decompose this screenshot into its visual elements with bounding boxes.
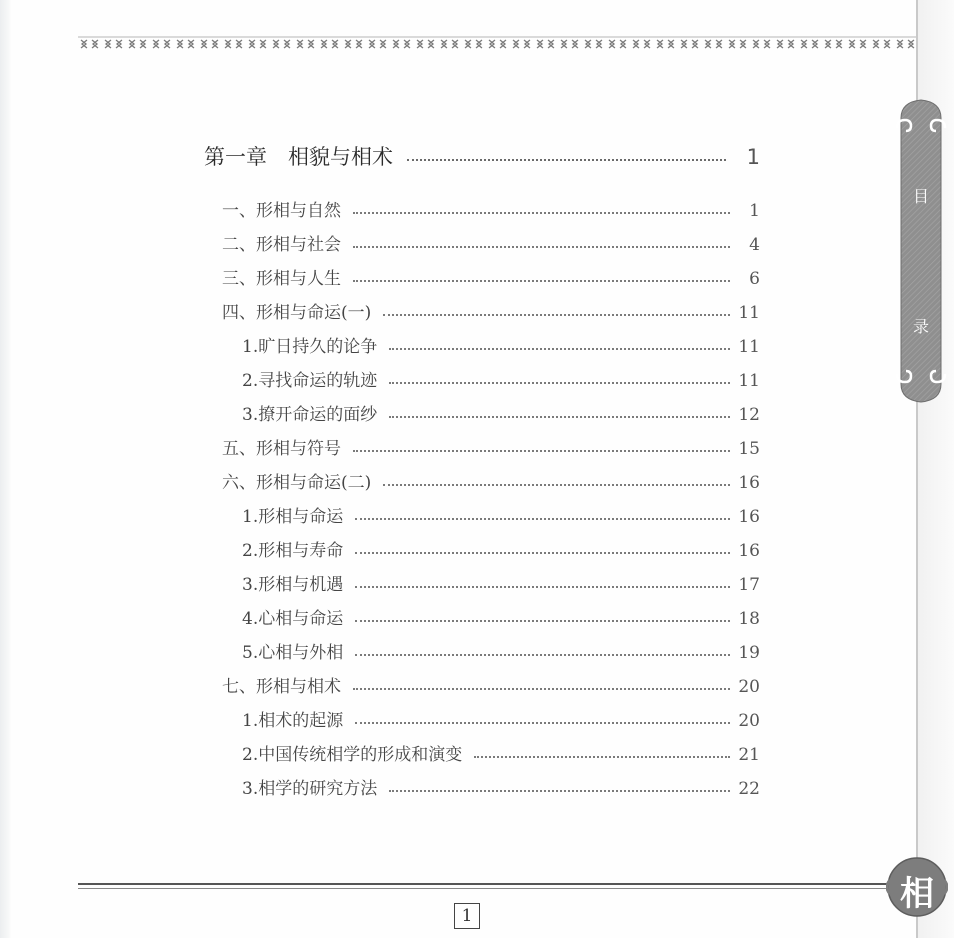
toc-entry[interactable] [222, 468, 760, 494]
toc-entry[interactable] [242, 570, 760, 596]
entry-title: 1.形相与命运 [242, 507, 344, 527]
side-tab-char-2: 录 [912, 317, 929, 336]
entry-page-number: 18 [738, 609, 760, 629]
toc-entry[interactable] [242, 332, 760, 358]
entry-page-number: 20 [738, 677, 760, 697]
toc-entry[interactable] [222, 298, 760, 324]
footer-rule-thin [78, 888, 896, 889]
dot-leader [353, 449, 730, 452]
page-number-box: 1 [454, 903, 480, 929]
entry-page-number: 11 [738, 371, 760, 391]
entry-page-number: 11 [738, 303, 760, 323]
dot-leader [355, 551, 730, 554]
toc-entry[interactable] [222, 672, 760, 698]
dot-leader [383, 313, 730, 316]
toc-entry[interactable] [242, 502, 760, 528]
entry-title: 四、形相与命运(一) [222, 303, 372, 323]
dot-leader [353, 245, 730, 248]
toc-entry[interactable] [222, 264, 760, 290]
entry-page-number: 19 [738, 643, 760, 663]
toc-entry[interactable] [222, 434, 760, 460]
entry-title: 3.相学的研究方法 [242, 779, 378, 799]
entry-page-number: 21 [738, 745, 760, 765]
dot-leader [355, 585, 730, 588]
entry-title: 3.撩开命运的面纱 [242, 405, 378, 425]
side-tab-char-1: 目 [912, 187, 929, 206]
seal-char: 相 [900, 874, 934, 914]
toc-entry[interactable] [222, 230, 760, 256]
entry-page-number: 16 [738, 541, 760, 561]
toc-entry[interactable] [242, 604, 760, 630]
entry-page-number: 16 [738, 507, 760, 527]
toc-entry[interactable] [242, 774, 760, 800]
entry-title: 五、形相与符号 [222, 439, 341, 459]
entry-title: 三、形相与人生 [222, 269, 341, 289]
toc-chapter-entry[interactable] [204, 141, 760, 171]
entry-title: 2.中国传统相学的形成和演变 [242, 745, 463, 765]
toc-entry[interactable] [242, 638, 760, 664]
dot-leader [389, 381, 730, 384]
entry-title: 4.心相与命运 [242, 609, 344, 629]
entry-page-number: 15 [738, 439, 760, 459]
dot-leader [355, 619, 730, 622]
toc-entry[interactable] [242, 366, 760, 392]
dot-leader [353, 211, 730, 214]
dot-leader [355, 721, 730, 724]
dot-leader [389, 415, 730, 418]
dot-leader [353, 687, 730, 690]
toc-entry[interactable] [242, 706, 760, 732]
entry-page-number: 11 [738, 337, 760, 357]
dot-leader [407, 158, 726, 161]
toc-entry[interactable] [222, 196, 760, 222]
dot-leader [353, 279, 730, 282]
chapter-title: 第一章 相貌与相术 [204, 145, 393, 169]
entry-page-number: 16 [738, 473, 760, 493]
dot-leader [383, 483, 730, 486]
footer-rule-thick [78, 883, 896, 885]
entry-title: 1.旷日持久的论争 [242, 337, 378, 357]
entry-title: 2.寻找命运的轨迹 [242, 371, 378, 391]
entry-title: 3.形相与机遇 [242, 575, 344, 595]
dot-leader [355, 517, 730, 520]
entry-title: 2.形相与寿命 [242, 541, 344, 561]
dot-leader [389, 789, 730, 792]
chapter-page-number: 1 [746, 145, 760, 169]
entry-title: 七、形相与相术 [222, 677, 341, 697]
entry-page-number: 12 [738, 405, 760, 425]
entry-page-number: 20 [738, 711, 760, 731]
entry-page-number: 6 [749, 269, 760, 289]
entry-page-number: 4 [749, 235, 760, 255]
toc-entry[interactable] [242, 740, 760, 766]
toc-entry[interactable] [242, 536, 760, 562]
entry-page-number: 1 [749, 201, 760, 221]
dot-leader [355, 653, 730, 656]
entry-title: 六、形相与命运(二) [222, 473, 372, 493]
toc-entry[interactable] [242, 400, 760, 426]
running-seal-badge [886, 856, 948, 918]
entry-page-number: 22 [738, 779, 760, 799]
entry-page-number: 17 [738, 575, 760, 595]
dot-leader [389, 347, 730, 350]
entry-title: 5.心相与外相 [242, 643, 344, 663]
dot-leader [474, 755, 730, 758]
entry-title: 二、形相与社会 [222, 235, 341, 255]
entry-title: 1.相术的起源 [242, 711, 344, 731]
entry-title: 一、形相与自然 [222, 201, 341, 221]
